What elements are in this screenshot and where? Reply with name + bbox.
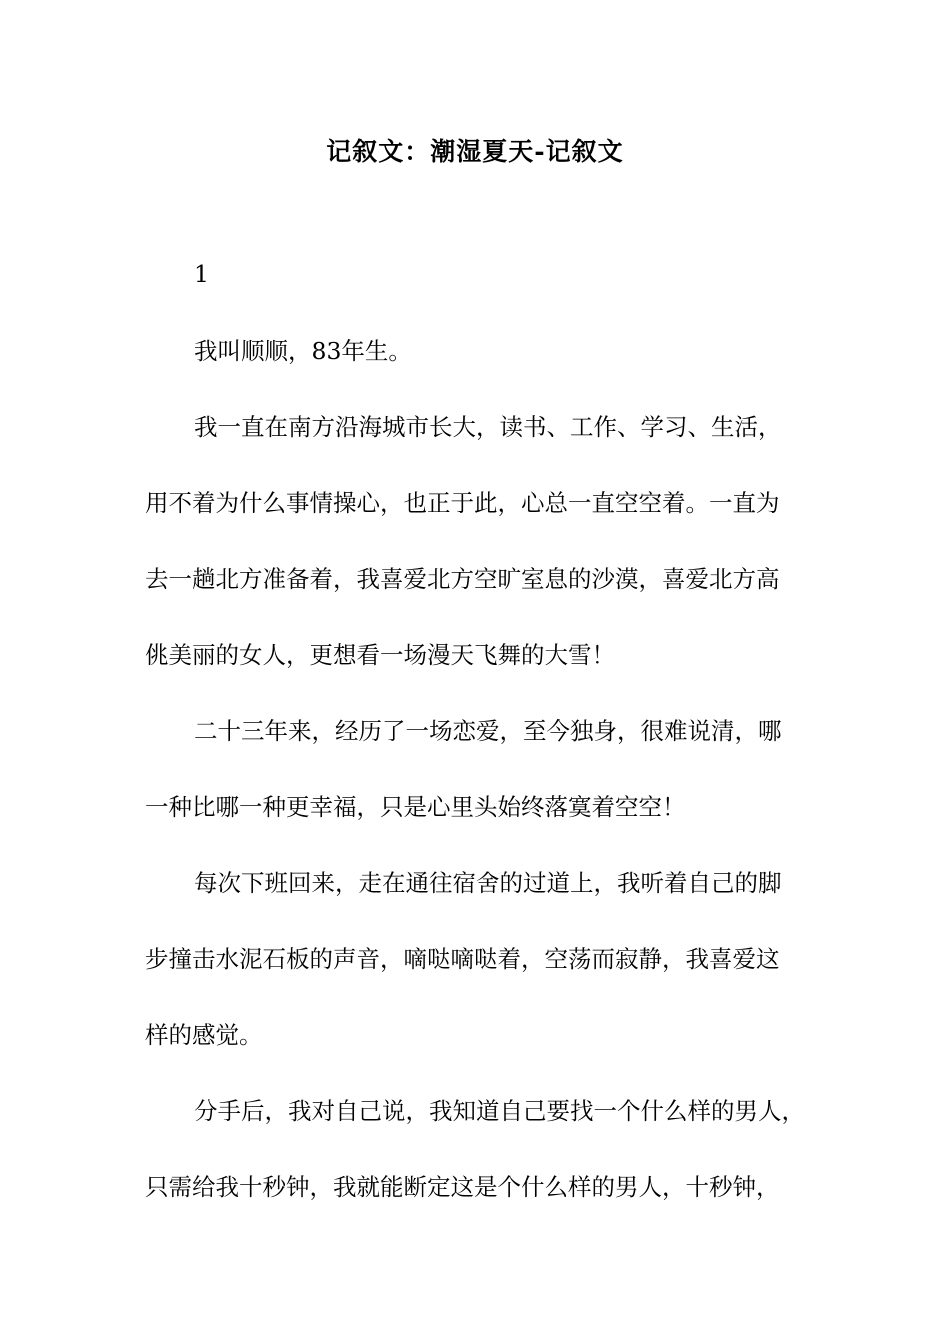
paragraph-line: 我叫顺顺，83年生。 xyxy=(194,337,412,365)
paragraph-line: 步撞击水泥石板的声音，嘀哒嘀哒着，空荡而寂静，我喜爱这 xyxy=(145,945,780,973)
page-title: 记叙文：潮湿夏天-记叙文 xyxy=(326,137,624,166)
paragraph-line: 去一趟北方准备着，我喜爱北方空旷室息的沙漠，喜爱北方高 xyxy=(145,565,780,593)
paragraph-line: 一种比哪一种更幸福，只是心里头始终落寞着空空！ xyxy=(145,793,686,821)
paragraph-line: 佻美丽的女人，更想看一场漫天飞舞的大雪！ xyxy=(145,641,615,669)
paragraph-line: 样的感觉。 xyxy=(145,1021,263,1049)
section-number: 1 xyxy=(194,260,209,288)
paragraph-line: 分手后，我对自己说，我知道自己要找一个什么样的男人， xyxy=(194,1097,805,1125)
paragraph-line: 二十三年来，经历了一场恋爱，至今独身，很难说清，哪 xyxy=(194,717,782,745)
paragraph-line: 每次下班回来，走在通往宿舍的过道上，我听着自己的脚 xyxy=(194,869,782,897)
paragraph-line: 只需给我十秒钟，我就能断定这是个什么样的男人，十秒钟， xyxy=(145,1173,780,1201)
paragraph-line: 用不着为什么事情操心，也正于此，心总一直空空着。一直为 xyxy=(145,489,780,517)
paragraph-line: 我一直在南方沿海城市长大，读书、工作、学习、生活， xyxy=(194,413,782,441)
